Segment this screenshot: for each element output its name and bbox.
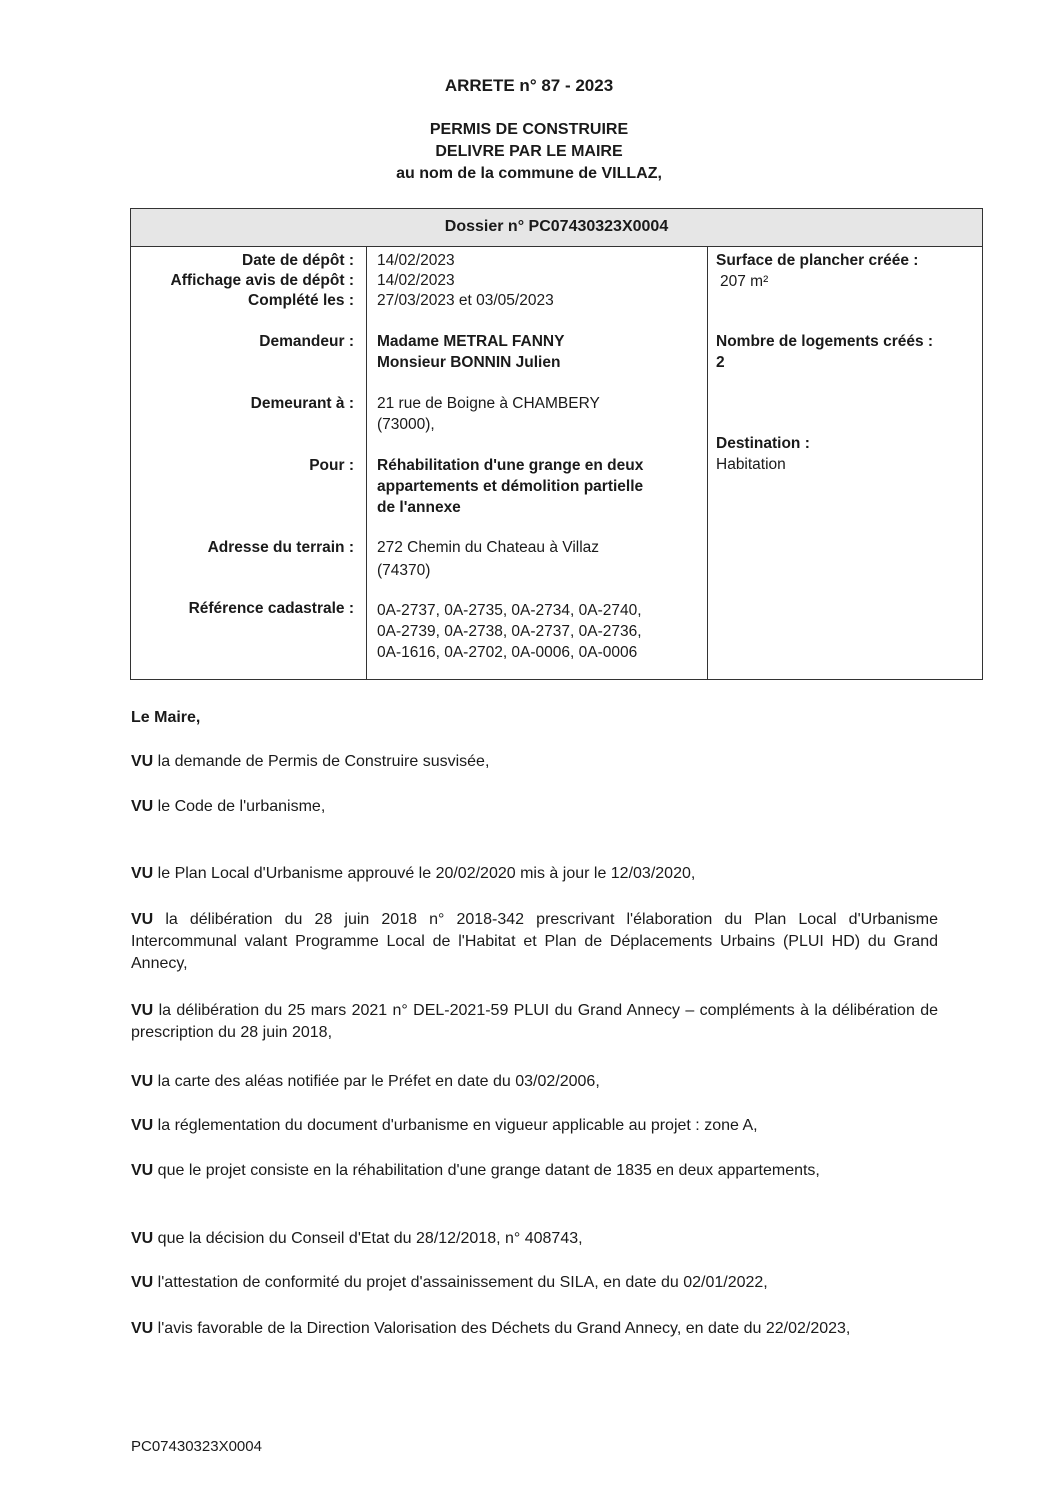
reference-label: Référence cadastrale : <box>188 600 354 617</box>
vu-paragraph <box>131 1071 938 1093</box>
vu-text: la demande de Permis de Construire susvisée, <box>153 753 490 770</box>
destination-value: Habitation <box>716 456 786 473</box>
vu-text: le Code de l'urbanisme, <box>153 798 326 815</box>
complete-label: Complété les : <box>248 292 354 309</box>
le-maire-heading: Le Maire, <box>131 709 201 726</box>
vu-paragraph <box>131 796 938 818</box>
affichage-label: Affichage avis de dépôt : <box>170 272 354 289</box>
destination-label: Destination : <box>716 435 810 452</box>
vu-text: l'avis favorable de la Direction Valorisation des Déchets du Grand Annecy, en date du 22/02/2023, <box>153 1320 851 1337</box>
vu-keyword: VU <box>131 1117 154 1134</box>
logements-value: 2 <box>716 354 725 371</box>
adresse-label: Adresse du terrain : <box>207 539 354 556</box>
affichage-value: 14/02/2023 <box>377 272 455 289</box>
vu-keyword: VU <box>131 1320 154 1337</box>
vu-keyword: VU <box>131 1274 154 1291</box>
surface-value: 207 m² <box>720 273 769 290</box>
vu-keyword: VU <box>131 1230 154 1247</box>
vu-paragraph <box>131 1272 938 1294</box>
pour-value-1: Réhabilitation d'une grange en deux <box>377 457 644 474</box>
permit-type-heading: PERMIS DE CONSTRUIRE <box>429 121 629 138</box>
vu-keyword: VU <box>131 1162 154 1179</box>
demandeur-label: Demandeur : <box>259 333 354 350</box>
vu-text: la délibération du 28 juin 2018 n° 2018-342 prescrivant l'élaboration du Plan Local d'Urbanisme Intercommunal valant Programme Local de l'Habitat et Plan de Déplacements Urbains (PLUI HD) du Grand Annecy, <box>131 911 938 972</box>
adresse-value-2: (74370) <box>377 562 431 579</box>
demeurant-value-1: 21 rue de Boigne à CHAMBERY <box>377 395 600 412</box>
vu-text: la carte des aléas notifiée par le Préfet en date du 03/02/2006, <box>153 1073 600 1090</box>
vu-paragraph <box>131 751 938 773</box>
vu-paragraph <box>131 1228 938 1250</box>
vu-text: le Plan Local d'Urbanisme approuvé le 20/02/2020 mis à jour le 12/03/2020, <box>153 865 696 882</box>
vu-keyword: VU <box>131 1002 154 1019</box>
vu-keyword: VU <box>131 753 154 770</box>
date-depot-label: Date de dépôt : <box>242 252 354 269</box>
date-depot-value: 14/02/2023 <box>377 252 455 269</box>
demeurant-value-2: (73000), <box>377 416 435 433</box>
vu-paragraph <box>131 909 938 975</box>
dossier-table <box>130 208 983 680</box>
reference-value-1: 0A-2737, 0A-2735, 0A-2734, 0A-2740, <box>377 602 642 619</box>
vu-text: que la décision du Conseil d'Etat du 28/12/2018, n° 408743, <box>153 1230 583 1247</box>
complete-value: 27/03/2023 et 03/05/2023 <box>377 292 554 309</box>
vu-paragraph <box>131 1318 938 1340</box>
vu-keyword: VU <box>131 911 154 928</box>
commune-heading: au nom de la commune de VILLAZ, <box>396 165 662 182</box>
reference-value-3: 0A-1616, 0A-2702, 0A-0006, 0A-0006 <box>377 644 638 661</box>
logements-label: Nombre de logements créés : <box>716 333 934 350</box>
vu-text: l'attestation de conformité du projet d'assainissement du SILA, en date du 02/01/2022, <box>153 1274 768 1291</box>
vu-keyword: VU <box>131 865 154 882</box>
reference-value-2: 0A-2739, 0A-2738, 0A-2737, 0A-2736, <box>377 623 642 640</box>
demeurant-label: Demeurant à : <box>250 395 354 412</box>
pour-value-2: appartements et démolition partielle <box>377 478 644 495</box>
footer-reference: PC07430323X0004 <box>131 1438 262 1455</box>
vu-paragraph <box>131 1000 938 1044</box>
demandeur-value-1: Madame METRAL FANNY <box>377 333 565 350</box>
pour-label: Pour : <box>309 457 354 474</box>
vu-paragraph <box>131 1115 938 1137</box>
adresse-value-1: 272 Chemin du Chateau à Villaz <box>377 539 600 556</box>
vu-keyword: VU <box>131 798 154 815</box>
surface-label: Surface de plancher créée : <box>716 252 919 269</box>
table-divider <box>366 247 367 679</box>
dossier-number: Dossier n° PC07430323X0004 <box>131 209 982 247</box>
demandeur-value-2: Monsieur BONNIN Julien <box>377 354 561 371</box>
issuer-heading: DELIVRE PAR LE MAIRE <box>435 143 623 160</box>
table-divider <box>707 247 708 679</box>
vu-keyword: VU <box>131 1073 154 1090</box>
vu-text: la délibération du 25 mars 2021 n° DEL-2021-59 PLUI du Grand Annecy – compléments à la délibération de prescription du 28 juin 2018, <box>131 1002 938 1041</box>
vu-text: la réglementation du document d'urbanisme en vigueur applicable au projet : zone A, <box>153 1117 758 1134</box>
vu-paragraph <box>131 863 938 885</box>
pour-value-3: de l'annexe <box>377 499 461 516</box>
vu-paragraph <box>131 1160 938 1182</box>
vu-text: que le projet consiste en la réhabilitation d'une grange datant de 1835 en deux appartements, <box>153 1162 820 1179</box>
arrete-title: ARRETE n° 87 - 2023 <box>444 76 614 95</box>
